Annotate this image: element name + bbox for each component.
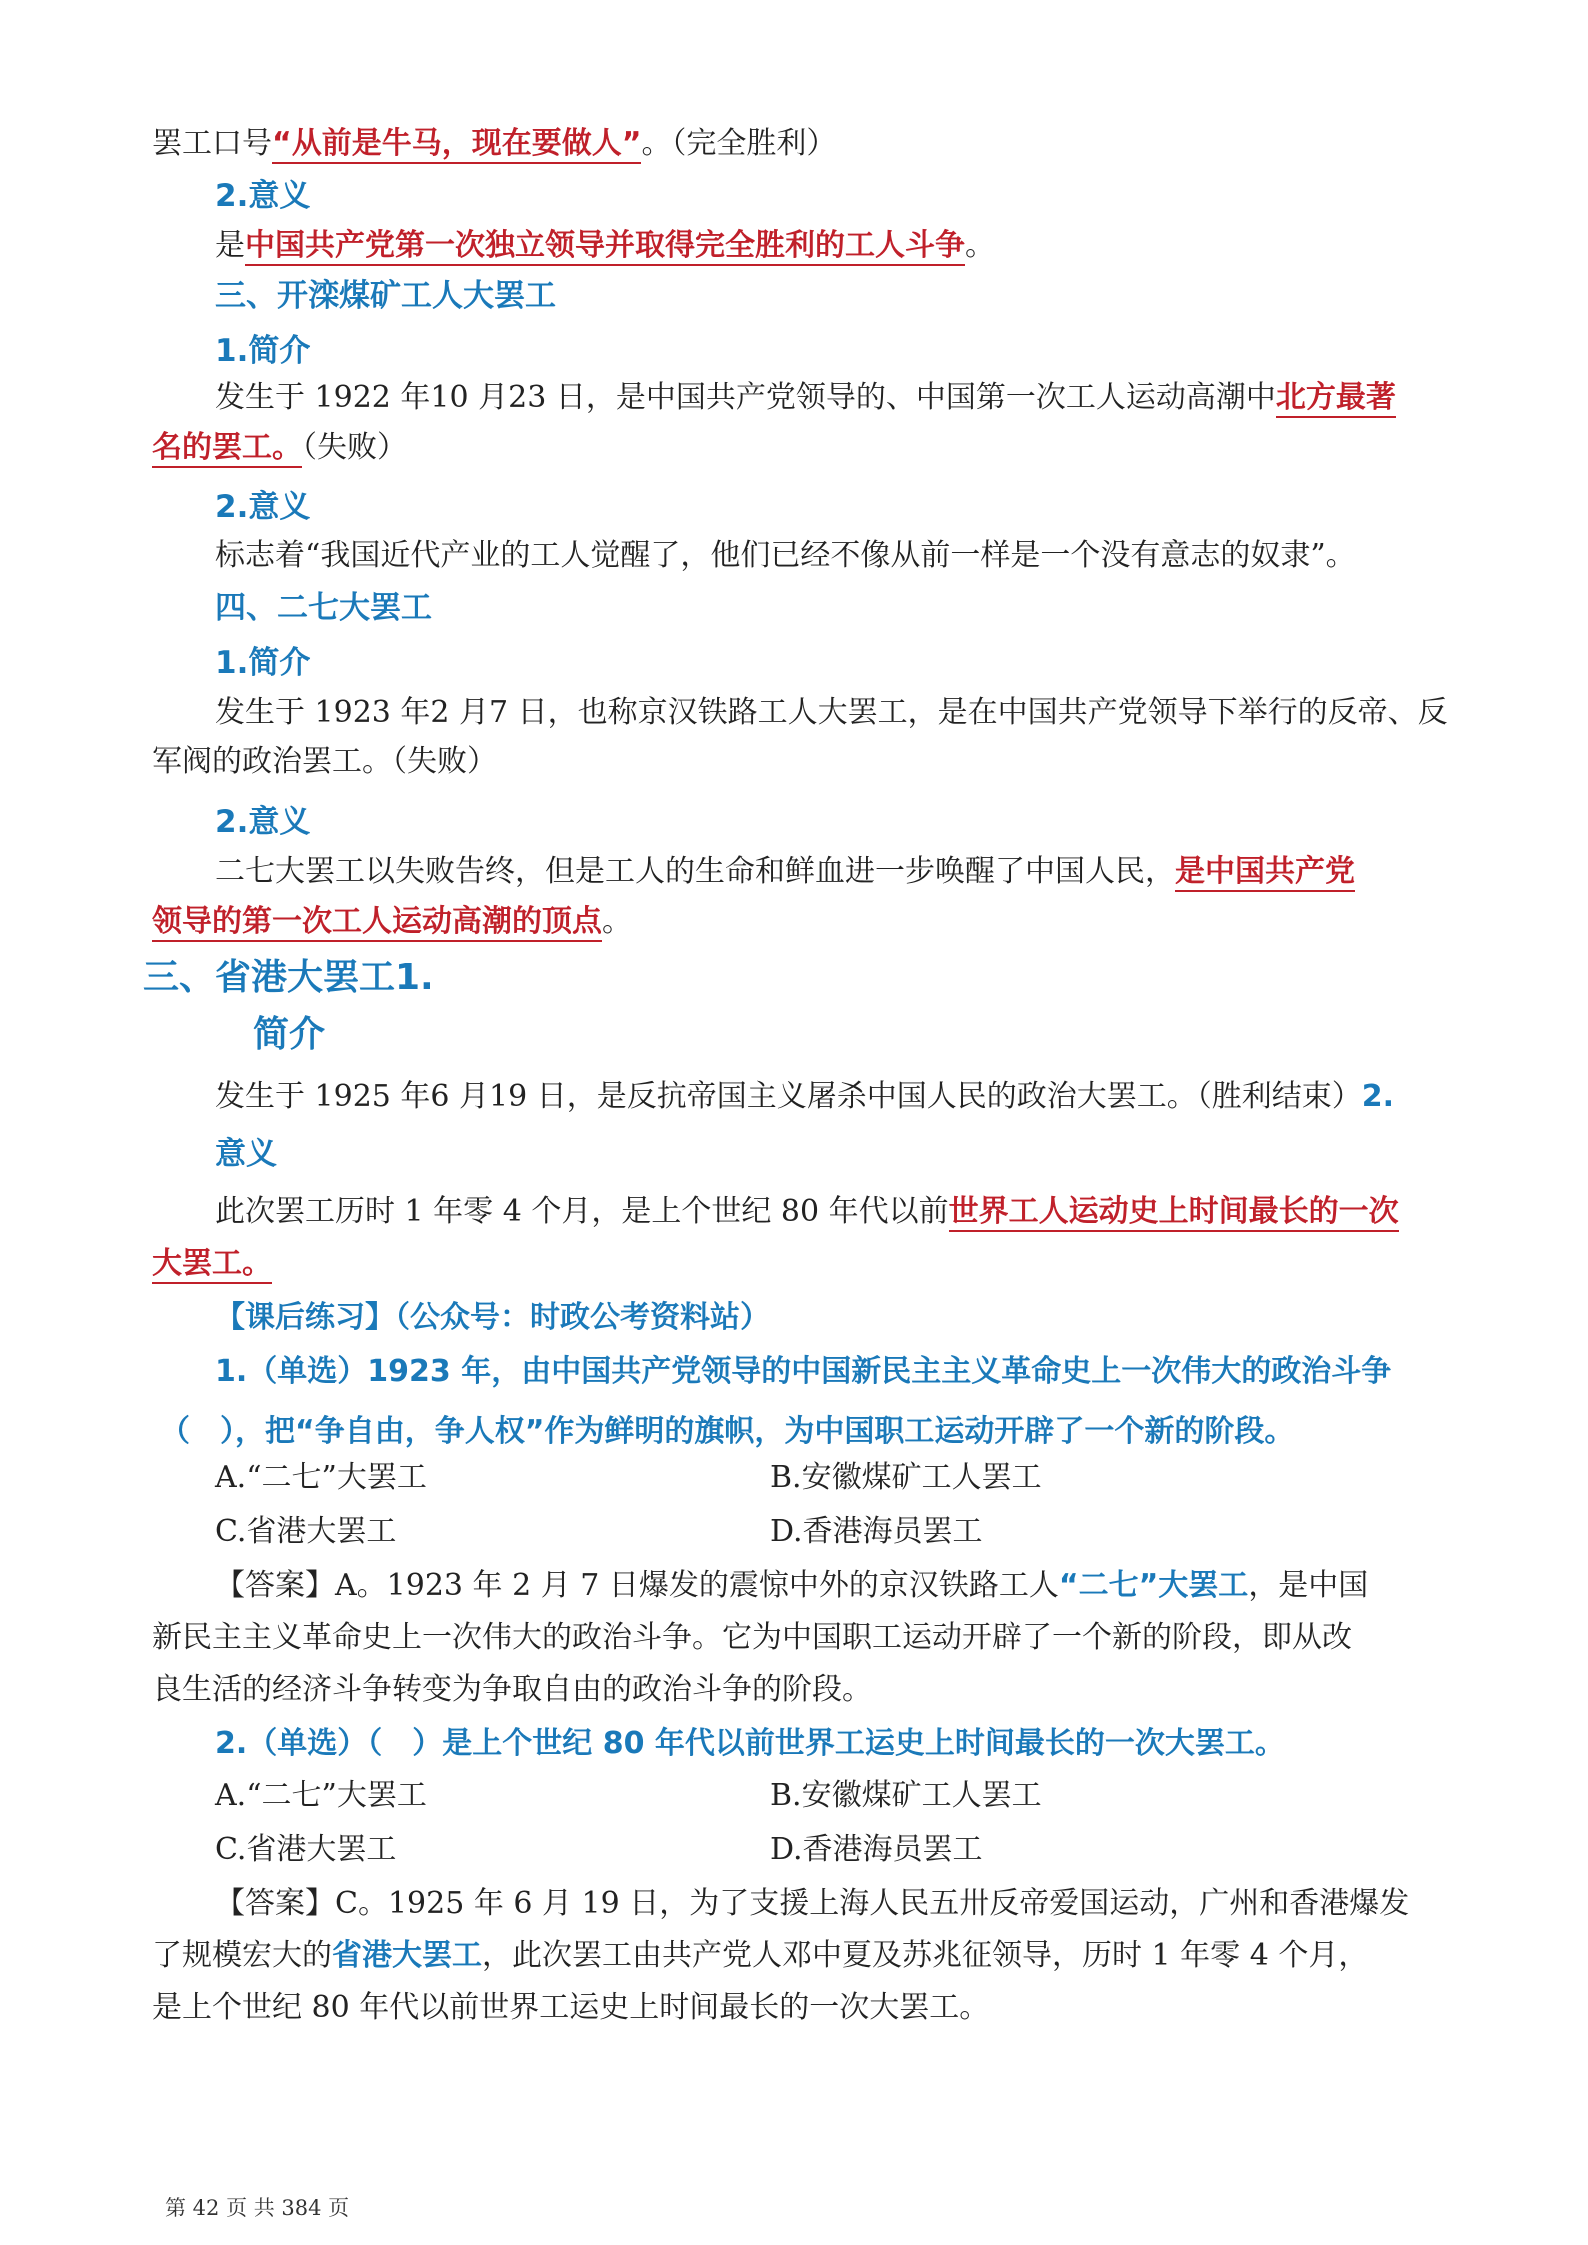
significance-line: [152, 902, 632, 942]
heading-number: 2.: [1361, 1079, 1395, 1114]
text: ，此次罢工由共产党人邓中夏及苏兆征领导，历时 1 年零 4 个月，: [482, 1938, 1369, 1973]
significance-line: [215, 1192, 1399, 1232]
question-2-option-a: A.“二七”大罢工: [215, 1778, 427, 1813]
answer-1-line: 新民主主义革命史上一次伟大的政治斗争。它为中国职工运动开辟了一个新的阶段，即从改: [152, 1620, 1352, 1655]
key-point-highlight: 大罢工。: [152, 1246, 272, 1284]
answer-emphasis: 省港大罢工: [332, 1938, 482, 1973]
question-1-stem: 1.（单选）1923 年，由中国共产党领导的中国新民主主义革命史上一次伟大的政治斗争: [215, 1354, 1392, 1389]
key-point-highlight: 世界工人运动史上时间最长的一次: [949, 1194, 1399, 1232]
answer-2-line: [152, 1936, 1368, 1976]
intro-line: [152, 428, 407, 468]
page-footer: 第 42 页 共 384 页: [165, 2196, 350, 2220]
text: （失败）: [302, 430, 407, 465]
question-2-option-c: C.省港大罢工: [215, 1832, 397, 1867]
answer-1-line: [215, 1566, 1368, 1606]
key-point-highlight: 名的罢工。: [152, 430, 302, 468]
heading-significance: 2.意义: [215, 804, 311, 840]
section-heading-erqi: 四、二七大罢工: [215, 590, 432, 626]
heading-significance: 2.意义: [215, 489, 311, 525]
text: 。: [965, 228, 995, 263]
section-heading-kailuan: 三、开滦煤矿工人大罢工: [215, 278, 556, 314]
key-point-highlight: 中国共产党第一次独立领导并取得完全胜利的工人斗争: [245, 228, 965, 266]
intro-line: [215, 378, 1396, 418]
text: 了规模宏大的: [152, 1938, 332, 1973]
answer-1-line: 良生活的经济斗争转变为争取自由的政治斗争的阶段。: [152, 1672, 872, 1707]
answer-emphasis: “二七”大罢工: [1058, 1568, 1249, 1603]
text: 发生于 1922 年10 月23 日，是中国共产党领导的、中国第一次工人运动高潮中: [215, 380, 1276, 415]
slogan-highlight: “从前是牛马，现在要做人”: [272, 126, 641, 164]
significance-line: [215, 852, 1355, 892]
heading-significance: 意义: [215, 1136, 277, 1172]
answer-2-line: 是上个世纪 80 年代以前世界工运史上时间最长的一次大罢工。: [152, 1990, 990, 2025]
heading-intro: 简介: [253, 1014, 326, 1055]
significance-line: 标志着“我国近代产业的工人觉醒了，他们已经不像从前一样是一个没有意志的奴隶”。: [215, 538, 1356, 573]
question-1-option-a: A.“二七”大罢工: [215, 1460, 427, 1495]
key-point-highlight: 领导的第一次工人运动高潮的顶点: [152, 904, 602, 942]
answer-2-line: 【答案】C。1925 年 6 月 19 日，为了支援上海人民五卅反帝爱国运动，广州和香港爆发: [215, 1886, 1410, 1921]
text: 二七大罢工以失败告终，但是工人的生命和鲜血进一步唤醒了中国人民，: [215, 854, 1175, 889]
text: 【答案】A。1923 年 2 月 7 日爆发的震惊中外的京汉铁路工人: [215, 1568, 1059, 1603]
text: 。: [602, 904, 632, 939]
text: 是: [215, 228, 245, 263]
key-point-highlight: 北方最著: [1276, 380, 1396, 418]
heading-significance: 2.意义: [215, 178, 311, 214]
question-2-option-d: D.香港海员罢工: [770, 1832, 983, 1867]
intro-line: 发生于 1923 年2 月7 日，也称京汉铁路工人大罢工，是在中国共产党领导下举行的反帝、反: [215, 695, 1448, 730]
text: 罢工口号: [152, 126, 272, 161]
slogan-line: [152, 124, 836, 164]
intro-line: 军阀的政治罢工。（失败）: [152, 744, 497, 779]
question-1-option-c: C.省港大罢工: [215, 1514, 397, 1549]
exercise-title: 【课后练习】（公众号：时政公考资料站）: [215, 1300, 770, 1335]
text: ，是中国: [1248, 1568, 1369, 1603]
text: 发生于 1925 年6 月19 日，是反抗帝国主义屠杀中国人民的政治大罢工。（胜利结束）: [215, 1079, 1362, 1114]
intro-line: [215, 1077, 1394, 1117]
heading-intro: 1.简介: [215, 645, 311, 681]
text: 此次罢工历时 1 年零 4 个月，是上个世纪 80 年代以前: [215, 1194, 949, 1229]
question-1-stem: （ ），把“争自由，争人权”作为鲜明的旗帜，为中国职工运动开辟了一个新的阶段。: [160, 1414, 1295, 1449]
question-2-stem: 2.（单选）（ ）是上个世纪 80 年代以前世界工运史上时间最长的一次大罢工。: [215, 1726, 1285, 1761]
section-heading-shenggang: 三、省港大罢工1.: [143, 957, 434, 998]
significance-line: [215, 226, 995, 266]
question-1-option-b: B.安徽煤矿工人罢工: [770, 1460, 1042, 1495]
text: 。（完全胜利）: [641, 126, 837, 161]
question-1-option-d: D.香港海员罢工: [770, 1514, 983, 1549]
significance-line: [152, 1244, 272, 1284]
heading-intro: 1.简介: [215, 333, 311, 369]
key-point-highlight: 是中国共产党: [1175, 854, 1355, 892]
question-2-option-b: B.安徽煤矿工人罢工: [770, 1778, 1042, 1813]
